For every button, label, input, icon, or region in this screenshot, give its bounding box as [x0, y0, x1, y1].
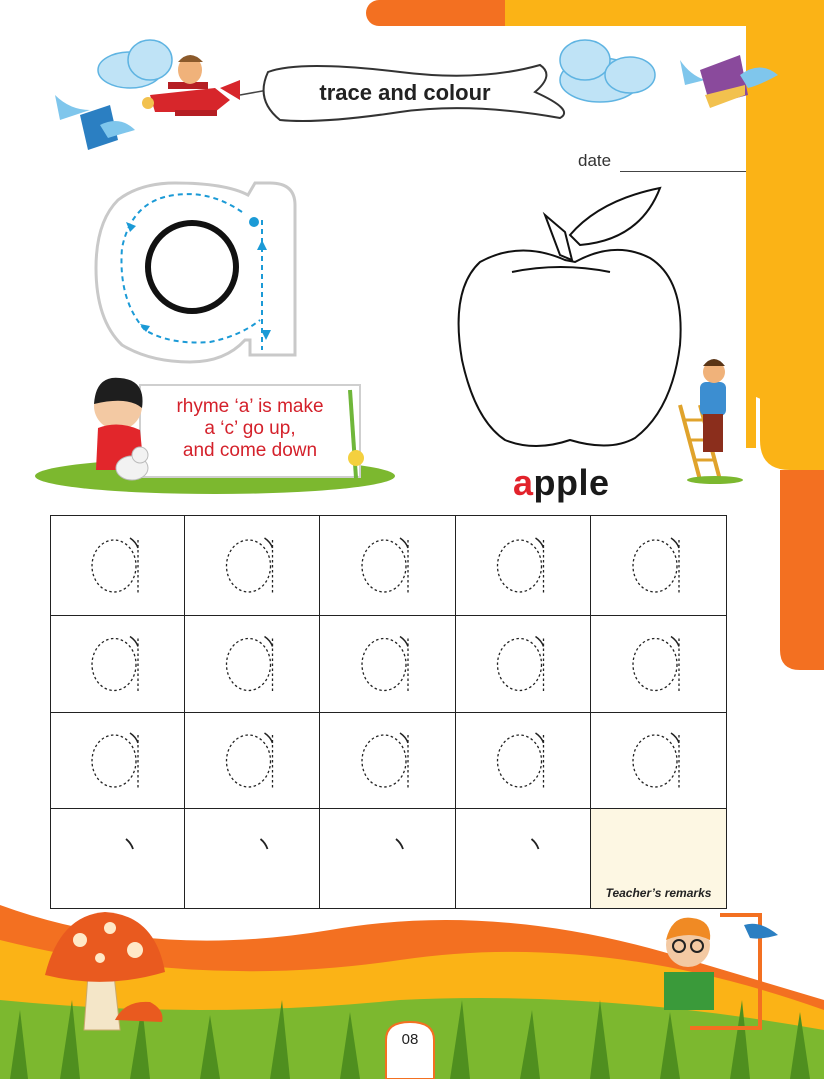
- word-rest: pple: [533, 462, 610, 503]
- tracing-cell[interactable]: [590, 615, 727, 713]
- tracing-cell[interactable]: [50, 615, 185, 713]
- dotted-letter-a: [51, 516, 185, 616]
- tracing-cell[interactable]: [50, 808, 185, 909]
- word-apple: [513, 462, 610, 504]
- dotted-letter-a: [185, 713, 320, 809]
- dotted-letter-a: [591, 616, 727, 713]
- tracing-cell[interactable]: [455, 515, 591, 616]
- rhyme-text: [150, 396, 350, 462]
- start-stroke-mark: [185, 809, 320, 909]
- start-stroke-mark: [51, 809, 185, 909]
- dotted-letter-a: [320, 616, 456, 713]
- dotted-letter-a: [320, 713, 456, 809]
- teacher-remarks-box[interactable]: [590, 808, 727, 909]
- dotted-letter-a: [591, 713, 727, 809]
- tracing-cell[interactable]: [184, 515, 320, 616]
- tracing-cell[interactable]: [50, 712, 185, 809]
- dotted-letter-a: [591, 516, 727, 616]
- tracing-cell[interactable]: [184, 712, 320, 809]
- big-letter-a: [96, 183, 295, 362]
- page-number: 08: [401, 1031, 419, 1048]
- dotted-letter-a: [51, 713, 185, 809]
- tracing-cell[interactable]: [319, 712, 456, 809]
- dotted-letter-a: [320, 516, 456, 616]
- start-stroke-mark: [456, 809, 591, 909]
- rhyme-line-2: a ‘c’ go up,: [204, 418, 296, 439]
- tracing-cell[interactable]: [319, 808, 456, 909]
- banner-title: trace and colour: [319, 80, 491, 105]
- dotted-letter-a: [456, 516, 591, 616]
- tracing-cell[interactable]: [319, 615, 456, 713]
- word-first-letter: a: [513, 462, 534, 503]
- dotted-letter-a: [51, 616, 185, 713]
- rhyme-line-1: rhyme ‘a’ is make: [176, 396, 324, 417]
- dotted-letter-a: [456, 616, 591, 713]
- date-line[interactable]: [620, 171, 746, 172]
- dotted-letter-a: [185, 516, 320, 616]
- tracing-cell[interactable]: [50, 515, 185, 616]
- date-label: date: [578, 151, 612, 170]
- tracing-cell[interactable]: [455, 808, 591, 909]
- dotted-letter-a: [456, 713, 591, 809]
- tracing-cell[interactable]: [319, 515, 456, 616]
- tracing-cell[interactable]: [455, 615, 591, 713]
- rhyme-line-3: and come down: [182, 440, 318, 461]
- right-orange-tab: [780, 470, 824, 670]
- tracing-cell[interactable]: [590, 515, 727, 616]
- tracing-cell[interactable]: [184, 808, 320, 909]
- tracing-cell[interactable]: [184, 615, 320, 713]
- tracing-cell[interactable]: [590, 712, 727, 809]
- start-stroke-mark: [320, 809, 456, 909]
- dotted-letter-a: [185, 616, 320, 713]
- tracing-cell[interactable]: [455, 712, 591, 809]
- teacher-remarks-label: Teacher’s remarks: [605, 886, 712, 900]
